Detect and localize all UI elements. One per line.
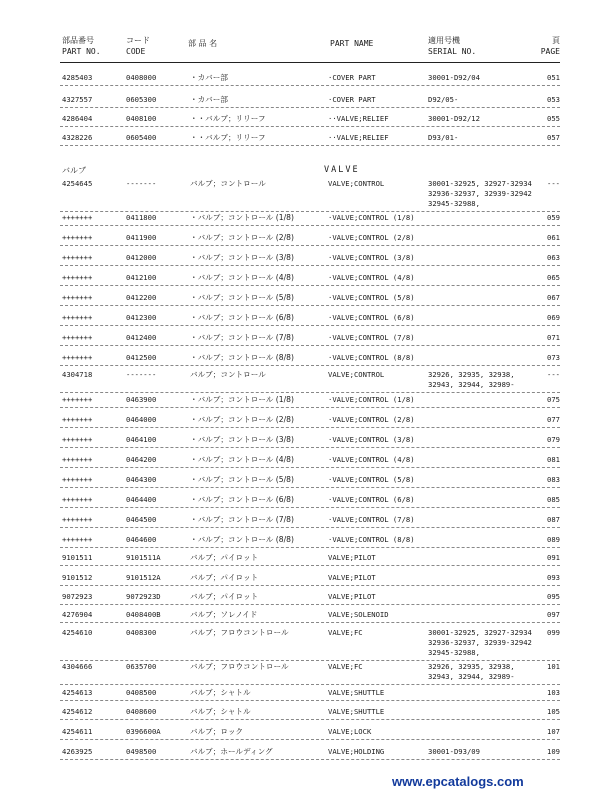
row-divider (60, 759, 560, 760)
part-number: 9101512 (62, 573, 93, 582)
row-divider (60, 427, 560, 428)
part-number: 4304666 (62, 662, 93, 671)
part-name-en: ·VALVE;CONTROL (4/8) (328, 455, 415, 464)
serial-no: 32926, 32935, 32938, 32943, 32944, 32989- (428, 662, 515, 681)
row-divider (60, 145, 560, 146)
part-name-en: ·VALVE;CONTROL (5/8) (328, 293, 415, 302)
part-name-jp: ・バルブ；コントロール (6/8) (190, 313, 294, 322)
serial-no: D93/01- (428, 133, 459, 142)
part-name-en: VALVE;PILOT (328, 592, 376, 601)
part-name-en: ·VALVE;CONTROL (1/8) (328, 213, 415, 222)
part-name-en: VALVE;PILOT (328, 573, 376, 582)
part-number: 4328226 (62, 133, 93, 142)
part-name-en: VALVE;LOCK (328, 727, 372, 736)
part-number: +++++++ (62, 475, 93, 484)
part-name-jp: ・バルブ；コントロール (1/8) (190, 213, 294, 222)
part-number: +++++++ (62, 253, 93, 262)
part-number: 4285403 (62, 73, 93, 82)
part-name-jp: ・バルブ；コントロール (1/8) (190, 395, 294, 404)
part-number: 4254610 (62, 628, 93, 637)
code: 0412200 (126, 293, 157, 302)
part-name-jp: バルブ；フロウコントロール (190, 628, 289, 637)
row-divider (60, 245, 560, 246)
page-number: 053 (547, 95, 560, 104)
part-number: 9101511 (62, 553, 93, 562)
part-number: +++++++ (62, 415, 93, 424)
part-name-en: ·VALVE;CONTROL (4/8) (328, 273, 415, 282)
part-number: +++++++ (62, 273, 93, 282)
code-header (126, 35, 150, 57)
row-divider (60, 719, 560, 720)
part-name-jp: ・バルブ；コントロール (2/8) (190, 415, 294, 424)
page-number: 097 (547, 610, 560, 619)
section-heading-jp: バルブ (62, 166, 86, 175)
row-divider (60, 365, 560, 366)
code: 0464000 (126, 415, 157, 424)
part-number: +++++++ (62, 293, 93, 302)
page-number: 051 (547, 73, 560, 82)
page-number: --- (547, 370, 560, 379)
part-name-en: ·VALVE;CONTROL (8/8) (328, 535, 415, 544)
page-number: 087 (547, 515, 560, 524)
page-header-jp: 頁 (552, 36, 560, 45)
page-number: 101 (547, 662, 560, 671)
part-number: 4263925 (62, 747, 93, 756)
name-header-en: PART NAME (330, 39, 374, 48)
code: 0605400 (126, 133, 157, 142)
part-name-en: VALVE;SHUTTLE (328, 688, 385, 697)
part-number: +++++++ (62, 233, 93, 242)
page-number: 069 (547, 313, 560, 322)
code: 0464100 (126, 435, 157, 444)
code: 0408600 (126, 707, 157, 716)
row-divider (60, 265, 560, 266)
page-number: 073 (547, 353, 560, 362)
code: 0412400 (126, 333, 157, 342)
part-name-jp: ・カバー部 (190, 95, 228, 104)
row-divider (60, 527, 560, 528)
section-heading-en: VALVE (324, 165, 360, 175)
part-name-jp: ・バルブ；コントロール (7/8) (190, 515, 294, 524)
code: 9101511A (126, 553, 161, 562)
part-name-jp: ・バルブ；コントロール (3/8) (190, 435, 294, 444)
page-number: 075 (547, 395, 560, 404)
part-name-en: VALVE;CONTROL (328, 370, 385, 379)
part-name-en: ··VALVE;RELIEF (328, 114, 389, 123)
row-divider (60, 467, 560, 468)
serial-no: 30001-D92/04 (428, 73, 480, 82)
row-divider (60, 622, 560, 623)
part-name-jp: ・・バルブ；リリーフ (190, 114, 266, 123)
page-number: 071 (547, 333, 560, 342)
row-divider (60, 285, 560, 286)
page-number: 055 (547, 114, 560, 123)
header-divider (60, 62, 560, 63)
row-divider (60, 700, 560, 701)
part-number: +++++++ (62, 455, 93, 464)
row-divider (60, 585, 560, 586)
part-name-en: ·VALVE;CONTROL (1/8) (328, 395, 415, 404)
part-number: 4276904 (62, 610, 93, 619)
code-header-jp: コード (126, 36, 150, 45)
part-name-jp: バルブ；パイロット (190, 573, 259, 582)
page-number: 067 (547, 293, 560, 302)
row-divider (60, 660, 560, 661)
serial-header-jp: 適用号機 (428, 36, 460, 45)
part-number: +++++++ (62, 333, 93, 342)
part-no-header-en: PART NO. (62, 47, 101, 56)
part-name-en: VALVE;SOLENOID (328, 610, 389, 619)
row-divider (60, 85, 560, 86)
page-header-en: PAGE (540, 47, 560, 56)
watermark: www.epcatalogs.com (392, 774, 524, 789)
code: ------- (126, 370, 157, 379)
part-name-en: ·VALVE;CONTROL (2/8) (328, 415, 415, 424)
page-number: 095 (547, 592, 560, 601)
serial-no: 30001-D92/12 (428, 114, 480, 123)
part-name-en: VALVE;HOLDING (328, 747, 385, 756)
code: 0412100 (126, 273, 157, 282)
part-name-en: ·VALVE;CONTROL (2/8) (328, 233, 415, 242)
part-number: +++++++ (62, 213, 93, 222)
part-name-jp: ・バルブ；コントロール (3/8) (190, 253, 294, 262)
code: 0464200 (126, 455, 157, 464)
part-number: 4327557 (62, 95, 93, 104)
part-name-en: ·VALVE;CONTROL (7/8) (328, 515, 415, 524)
serial-no: 30001-32925, 32927-32934 32936-32937, 32939-32942 32945-32988, (428, 628, 532, 657)
page-number: 107 (547, 727, 560, 736)
page-number: 063 (547, 253, 560, 262)
page-number: 105 (547, 707, 560, 716)
part-name-en: VALVE;CONTROL (328, 179, 385, 188)
part-number: 9072923 (62, 592, 93, 601)
code: 0605300 (126, 95, 157, 104)
code: 0411900 (126, 233, 157, 242)
row-divider (60, 565, 560, 566)
row-divider (60, 107, 560, 108)
part-name-jp: バルブ；ロック (190, 727, 244, 736)
code: 0464300 (126, 475, 157, 484)
part-number: +++++++ (62, 435, 93, 444)
serial-no: 30001-32925, 32927-32934 32936-32937, 32939-32942 32945-32988, (428, 179, 532, 208)
page-number: 059 (547, 213, 560, 222)
part-name-jp: バルブ；コントロール (190, 179, 266, 188)
code: 0463900 (126, 395, 157, 404)
part-name-en: VALVE;FC (328, 628, 363, 637)
part-number: 4254612 (62, 707, 93, 716)
page-number: 091 (547, 553, 560, 562)
part-number: 4286404 (62, 114, 93, 123)
row-divider (60, 305, 560, 306)
part-name-en: ·VALVE;CONTROL (6/8) (328, 495, 415, 504)
page-number: 057 (547, 133, 560, 142)
table-header (0, 32, 605, 62)
part-name-jp: ・バルブ；コントロール (5/8) (190, 475, 294, 484)
part-no-header (62, 35, 101, 57)
row-divider (60, 739, 560, 740)
code: 0396600A (126, 727, 161, 736)
part-name-jp: ・バルブ；コントロール (6/8) (190, 495, 294, 504)
part-name-en: VALVE;SHUTTLE (328, 707, 385, 716)
part-name-jp: ・バルブ；コントロール (7/8) (190, 333, 294, 342)
part-name-en: ·VALVE;CONTROL (8/8) (328, 353, 415, 362)
part-name-en: ·VALVE;CONTROL (6/8) (328, 313, 415, 322)
part-name-en: VALVE;PILOT (328, 553, 376, 562)
part-name-en: ·VALVE;CONTROL (3/8) (328, 435, 415, 444)
part-name-jp: バルブ；コントロール (190, 370, 266, 379)
part-name-jp: バルブ；フロウコントロール (190, 662, 289, 671)
page-number: 099 (547, 628, 560, 637)
part-name-jp: バルブ；ホールディング (190, 747, 273, 756)
part-name-jp: ・バルブ；コントロール (4/8) (190, 455, 294, 464)
row-divider (60, 604, 560, 605)
code: 0408300 (126, 628, 157, 637)
page-number: 079 (547, 435, 560, 444)
row-divider (60, 684, 560, 685)
part-name-en: ·COVER PART (328, 95, 376, 104)
page-header (530, 35, 560, 57)
code: 0498500 (126, 747, 157, 756)
part-name-jp: バルブ；パイロット (190, 592, 259, 601)
part-number: +++++++ (62, 495, 93, 504)
part-number: +++++++ (62, 395, 93, 404)
part-number: 4254613 (62, 688, 93, 697)
page-number: 089 (547, 535, 560, 544)
part-name-jp: バルブ；ソレノイド (190, 610, 258, 619)
name-header-jp: 部 品 名 (188, 39, 218, 48)
code: 9101512A (126, 573, 161, 582)
row-divider (60, 126, 560, 127)
page-number: 085 (547, 495, 560, 504)
row-divider (60, 507, 560, 508)
page-number: 103 (547, 688, 560, 697)
part-name-jp: ・バルブ；コントロール (8/8) (190, 535, 294, 544)
part-name-jp: ・・バルブ；リリーフ (190, 133, 266, 142)
serial-no: 30001-D93/09 (428, 747, 480, 756)
code: 0411800 (126, 213, 157, 222)
part-number: +++++++ (62, 353, 93, 362)
part-name-en: ·VALVE;CONTROL (7/8) (328, 333, 415, 342)
row-divider (60, 211, 560, 212)
part-number: 4304718 (62, 370, 93, 379)
page-number: 061 (547, 233, 560, 242)
part-number: 4254611 (62, 727, 93, 736)
part-name-en: VALVE;FC (328, 662, 363, 671)
code: 0412000 (126, 253, 157, 262)
serial-no: 32926, 32935, 32938, 32943, 32944, 32989- (428, 370, 515, 389)
part-name-jp: バルブ；パイロット (190, 553, 259, 562)
part-number: +++++++ (62, 515, 93, 524)
row-divider (60, 345, 560, 346)
code: ------- (126, 179, 157, 188)
code: 0408000 (126, 73, 157, 82)
part-name-en: ·VALVE;CONTROL (3/8) (328, 253, 415, 262)
code: 0464400 (126, 495, 157, 504)
page-number: 065 (547, 273, 560, 282)
row-divider (60, 325, 560, 326)
page-number: --- (547, 179, 560, 188)
part-name-jp: ・バルブ；コントロール (5/8) (190, 293, 294, 302)
row-divider (60, 547, 560, 548)
part-name-en: ··VALVE;RELIEF (328, 133, 389, 142)
code: 0635700 (126, 662, 157, 671)
part-name-en: ·VALVE;CONTROL (5/8) (328, 475, 415, 484)
code: 0412500 (126, 353, 157, 362)
part-number: +++++++ (62, 313, 93, 322)
part-name-jp: バルブ；シャトル (190, 707, 251, 716)
page-number: 109 (547, 747, 560, 756)
code: 0408400B (126, 610, 161, 619)
part-name-en: ·COVER PART (328, 73, 376, 82)
code: 9072923D (126, 592, 161, 601)
code: 0464600 (126, 535, 157, 544)
row-divider (60, 487, 560, 488)
row-divider (60, 447, 560, 448)
code: 0412300 (126, 313, 157, 322)
part-name-jp: ・カバー部 (190, 73, 228, 82)
row-divider (60, 407, 560, 408)
code: 0408100 (126, 114, 157, 123)
code-header-en: CODE (126, 47, 146, 56)
code: 0464500 (126, 515, 157, 524)
serial-no: D92/05- (428, 95, 459, 104)
part-no-header-jp: 部品番号 (62, 36, 94, 45)
part-name-jp: バルブ；シャトル (190, 688, 251, 697)
part-name-jp: ・バルブ；コントロール (4/8) (190, 273, 294, 282)
part-name-jp: ・バルブ；コントロール (8/8) (190, 353, 294, 362)
serial-header (428, 35, 476, 57)
row-divider (60, 225, 560, 226)
serial-header-en: SERIAL NO. (428, 47, 477, 56)
page-number: 083 (547, 475, 560, 484)
part-number: +++++++ (62, 535, 93, 544)
part-name-jp: ・バルブ；コントロール (2/8) (190, 233, 294, 242)
part-number: 4254645 (62, 179, 93, 188)
page-number: 093 (547, 573, 560, 582)
page-number: 081 (547, 455, 560, 464)
row-divider (60, 392, 560, 393)
page-number: 077 (547, 415, 560, 424)
code: 0408500 (126, 688, 157, 697)
